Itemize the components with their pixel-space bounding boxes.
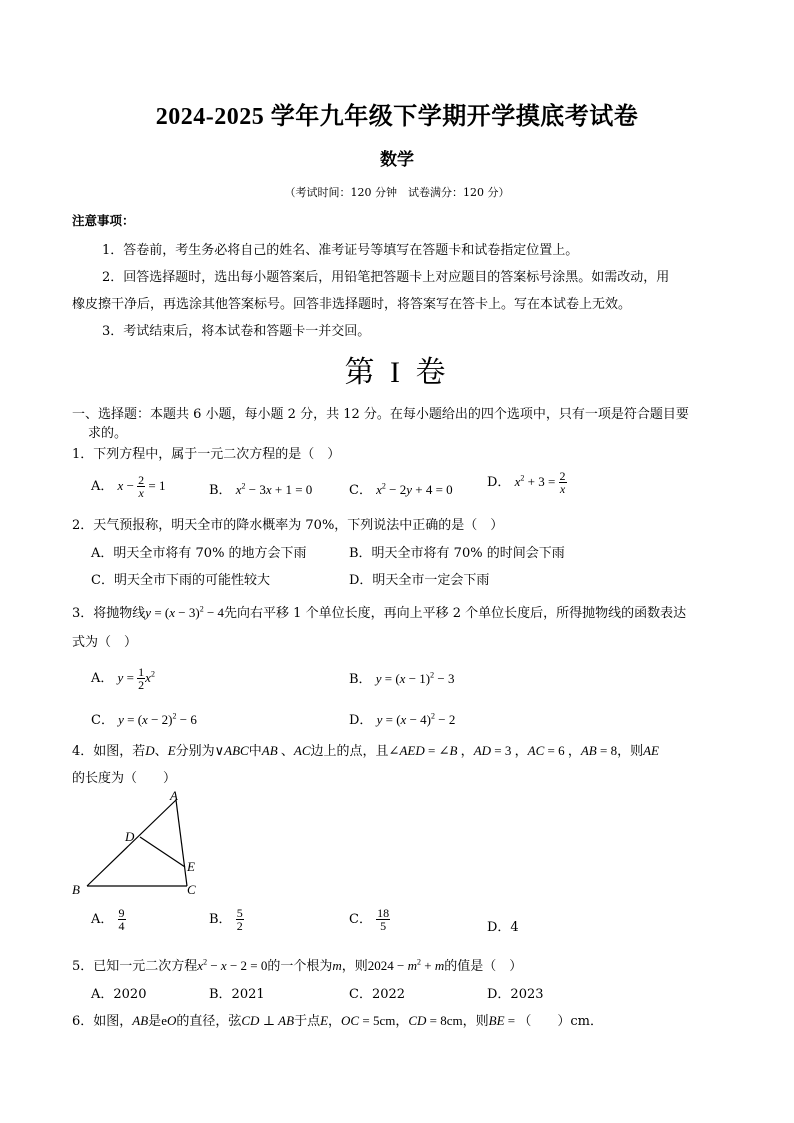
question-4-stem-cont: 的长度为（ ） xyxy=(72,771,177,786)
question-6-stem: 6．如图，AB是eO的直径，弦CD ⊥ AB于点E，OC = 5cm，CD = 8cm，则BE = （ ）cm． xyxy=(72,1013,603,1029)
label-e: E xyxy=(187,859,195,874)
volume-heading: 第 I 卷 xyxy=(344,356,450,389)
label-c: C xyxy=(187,882,196,897)
notes-heading: 注意事项： xyxy=(72,213,135,228)
question-3-stem-cont: 式为（ ） xyxy=(72,635,138,650)
exam-title: 2024-2025 学年九年级下学期开学摸底考试卷 xyxy=(155,104,639,130)
question-3-stem: 3．将抛物线$y = (x - 3)^2 - 4$先向右平移 1 个单位长度，再向上平移 2 个单位长度后，所得抛物线的函数表达 xyxy=(72,604,687,621)
question-1-stem: 1．下列方程中，属于一元二次方程的是（ ） xyxy=(72,447,341,462)
q1-option-c: C． $x^2 - 2y + 4 = 0$ xyxy=(349,481,453,498)
q4-option-c: C． $\frac{18}{5}$ xyxy=(349,906,390,933)
label-b: B xyxy=(72,882,80,897)
q1-option-b: B． $x^2 - 3x + 1 = 0$ xyxy=(209,481,313,498)
q4-option-d: D．4 xyxy=(487,920,519,935)
q3-option-c: C． $y = (x - 2)^2 - 6$ xyxy=(91,711,197,728)
q4-option-b: B． $\frac{5}{2}$ xyxy=(209,906,243,933)
q3-option-a: A． y = $\frac{1}{2}$ $x^2$ xyxy=(91,665,155,692)
subject-title: 数学 xyxy=(380,150,414,170)
note-item: 1．答卷前，考生务必将自己的姓名、准考证号等填写在答题卡和试卷指定位置上。 xyxy=(102,243,579,258)
question-5-stem: 5．已知一元二次方程$x^2 - x - 2 = 0$的一个根为m，则$2024 - m^2 + m$的值是（ ） xyxy=(72,957,523,974)
triangle-figure xyxy=(66,788,216,898)
exam-time-info: （考试时间：120 分钟 试卷满分：120 分） xyxy=(284,186,510,199)
note-item: 2．回答选择题时，选出每小题答案后，用铅笔把答题卡上对应题目的答案标号涂黑。如需改动，用 xyxy=(102,270,670,285)
q1-option-d: D． $x^2 + 3$ = $\frac{2}{x}$ xyxy=(487,469,566,496)
question-2-stem: 2．天气预报称，明天全市的降水概率为 70%，下列说法中正确的是（ ） xyxy=(72,518,504,533)
section-header: 一、选择题：本题共 6 小题，每小题 2 分，共 12 分。在每小题给出的四个选项中，只有一项是符合题目要 xyxy=(72,407,689,422)
side-ac xyxy=(176,800,187,886)
q1-option-a: A． x − $\frac{2}{x}$ = 1 xyxy=(91,473,166,500)
q5-option-a: A．2020 xyxy=(91,987,147,1002)
q3-option-d: D． $y = (x - 4)^2 - 2$ xyxy=(349,711,456,728)
q4-option-a: A． $\frac{9}{4}$ xyxy=(91,906,125,933)
label-a: A xyxy=(170,788,178,803)
q5-option-d: D．2023 xyxy=(487,987,544,1002)
q2-option-a: A．明天全市将有 70% 的地方会下雨 xyxy=(91,546,307,561)
q5-option-c: C．2022 xyxy=(349,987,406,1002)
label-d: D xyxy=(125,829,135,844)
section-header-cont: 求的。 xyxy=(88,426,128,441)
q2-option-d: D．明天全市一定会下雨 xyxy=(349,573,490,588)
q3-option-b: B． $y = (x - 1)^2 - 3$ xyxy=(349,670,455,687)
q2-option-b: B．明天全市将有 70% 的时间会下雨 xyxy=(349,546,565,561)
segment-de xyxy=(140,837,185,867)
question-4-stem: 4．如图，若D、E分别为∨ABC中AB 、AC边上的点，且∠AED = ∠B ，AD = 3 ，AC = 6 ，AB = 8，则AE xyxy=(72,743,659,759)
q5-option-b: B．2021 xyxy=(209,987,265,1002)
note-item: 橡皮擦干净后，再选涂其他答案标号。回答非选择题时，将答案写在答卡上。写在本试卷上无效。 xyxy=(72,297,632,312)
note-item: 3．考试结束后，将本试卷和答题卡一并交回。 xyxy=(102,324,371,339)
q2-option-c: C．明天全市下雨的可能性较大 xyxy=(91,573,270,588)
